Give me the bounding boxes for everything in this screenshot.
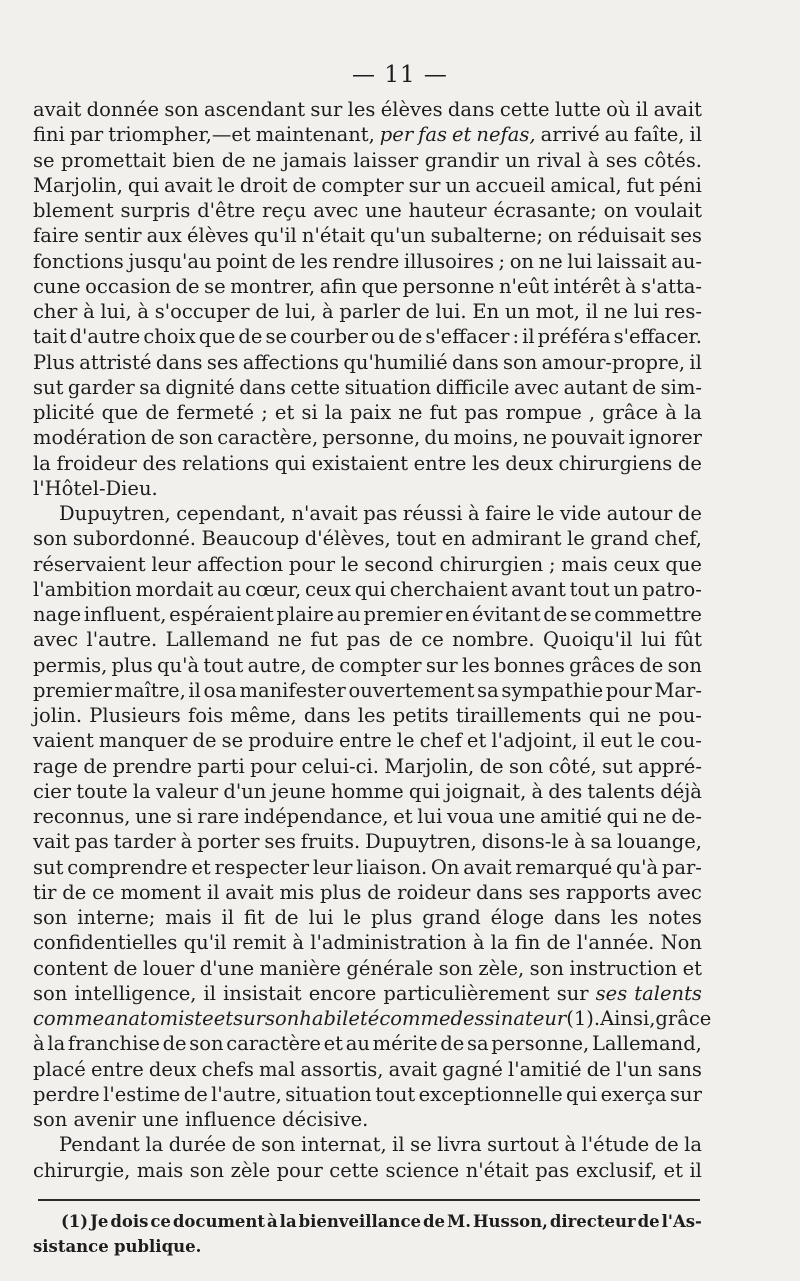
body-text-line: l'ambition mordait au cœur, ceux qui cherchaient avant tout un patro- bbox=[33, 577, 702, 601]
body-text-line: tir de ce moment il avait mis plus de roideur dans ses rapports avec bbox=[33, 880, 702, 904]
body-text-line: cier toute la valeur d'un jeune homme qui joignait, à des talents déjà bbox=[33, 779, 702, 803]
body-text-line: avec l'autre. Lallemand ne fut pas de ce nombre. Quoiqu'il lui fût bbox=[33, 628, 702, 652]
body-text-line: avait donnée son ascendant sur les élèves dans cette lutte où il avait bbox=[33, 98, 702, 121]
footnote-line: sistance publique. bbox=[33, 1237, 202, 1256]
body-text-line: vaient manquer de se produire entre le chef et l'adjoint, il eut le cou- bbox=[33, 729, 702, 753]
body-text-line: l'Hôtel-Dieu. bbox=[33, 476, 158, 500]
body-text-line: comme anatomiste et sur son habileté comme dessinateur (1). Ainsi, grâce bbox=[33, 1007, 712, 1030]
body-text-line: la froideur des relations qui existaient entre les deux chirurgiens de bbox=[33, 451, 702, 475]
footnote-rule bbox=[38, 1199, 700, 1201]
body-text-line: réservaient leur affection pour le second chirurgien ; mais ceux que bbox=[33, 552, 702, 576]
body-text-line: fini par triompher,—et maintenant, per fas et nefas, arrivé au faîte, il bbox=[33, 123, 702, 147]
body-text-line: faire sentir aux élèves qu'il n'était qu'un subalterne; on réduisait ses bbox=[33, 224, 702, 248]
body-text-line: placé entre deux chefs mal assortis, avait gagné l'amitié de l'un sans bbox=[33, 1057, 702, 1081]
body-text-line: cher à lui, à s'occuper de lui, à parler de lui. En un mot, il ne lui res- bbox=[33, 300, 702, 323]
body-text-line: fonctions jusqu'au point de les rendre illusoires ; on ne lui laissait au- bbox=[33, 249, 702, 273]
body-text-line: cune occasion de se montrer, afin que personne n'eût intérêt à s'atta- bbox=[33, 274, 702, 298]
body-text-line: blement surpris d'être reçu avec une hauteur écrasante; on voulait bbox=[33, 199, 702, 222]
body-text-line: chirurgie, mais son zèle pour cette science n'était pas exclusif, et il bbox=[33, 1158, 702, 1182]
body-text-line: sut garder sa dignité dans cette situation difficile avec autant de sim- bbox=[33, 375, 702, 399]
page-number: — 11 — bbox=[352, 62, 448, 88]
body-text-line: reconnus, une si rare indépendance, et lui voua une amitié qui ne de- bbox=[33, 805, 702, 828]
footnote-line: (1) Je dois ce document à la bienveillance de M. Husson, directeur de l'As- bbox=[61, 1212, 702, 1231]
body-text-line: content de louer d'une manière générale son zèle, son instruction et bbox=[33, 956, 702, 980]
body-text-line: nage influent, espéraient plaire au premier en évitant de se commettre bbox=[33, 603, 702, 626]
body-text-line: confidentielles qu'il remit à l'administration à la fin de l'année. Non bbox=[33, 931, 702, 955]
body-text-line: jolin. Plusieurs fois même, dans les petits tiraillements qui ne pou- bbox=[33, 704, 702, 727]
body-text-line: Dupuytren, cependant, n'avait pas réussi à faire le vide autour de bbox=[59, 502, 702, 525]
body-text-line: permis, plus qu'à tout autre, de compter sur les bonnes grâces de son bbox=[33, 653, 702, 677]
body-text-line: modération de son caractère, personne, du moins, ne pouvait ignorer bbox=[33, 426, 702, 450]
body-text-line: son interne; mais il fit de lui le plus grand éloge dans les notes bbox=[33, 906, 702, 929]
body-text-line: son intelligence, il insistait encore particulièrement sur ses talents bbox=[33, 981, 702, 1005]
body-text bbox=[33, 97, 712, 1183]
body-text-line: son subordonné. Beaucoup d'élèves, tout en admirant le grand chef, bbox=[33, 527, 702, 551]
footnote bbox=[33, 1209, 702, 1259]
body-text-line: Pendant la durée de son internat, il se livra surtout à l'étude de la bbox=[59, 1133, 702, 1157]
body-text-line: sut comprendre et respecter leur liaison. On avait remarqué qu'à par- bbox=[33, 855, 702, 879]
body-text-line: Marjolin, qui avait le droit de compter sur un accueil amical, fut péni bbox=[33, 173, 702, 197]
body-text-line: vait pas tarder à porter ses fruits. Dupuytren, disons-le à sa louange, bbox=[33, 830, 702, 854]
body-text-line: tait d'autre choix que de se courber ou de s'effacer : il préféra s'effacer. bbox=[33, 325, 702, 349]
body-text-line: se promettait bien de ne jamais laisser grandir un rival à ses côtés. bbox=[33, 148, 702, 172]
body-text-line: son avenir une influence décisive. bbox=[33, 1108, 369, 1131]
body-text-line: premier maître, il osa manifester ouvertement sa sympathie pour Mar- bbox=[33, 678, 702, 702]
body-text-line: perdre l'estime de l'autre, situation tout exceptionnelle qui exerça sur bbox=[33, 1082, 702, 1106]
body-text-line: à la franchise de son caractère et au mérite de sa personne, Lallemand, bbox=[33, 1032, 702, 1056]
body-text-line: plicité que de fermeté ; et si la paix ne fut pas rompue , grâce à la bbox=[33, 401, 702, 424]
body-text-line: rage de prendre parti pour celui-ci. Marjolin, de son côté, sut appré- bbox=[33, 754, 702, 778]
body-text-line: Plus attristé dans ses affections qu'humilié dans son amour-propre, il bbox=[33, 350, 702, 374]
